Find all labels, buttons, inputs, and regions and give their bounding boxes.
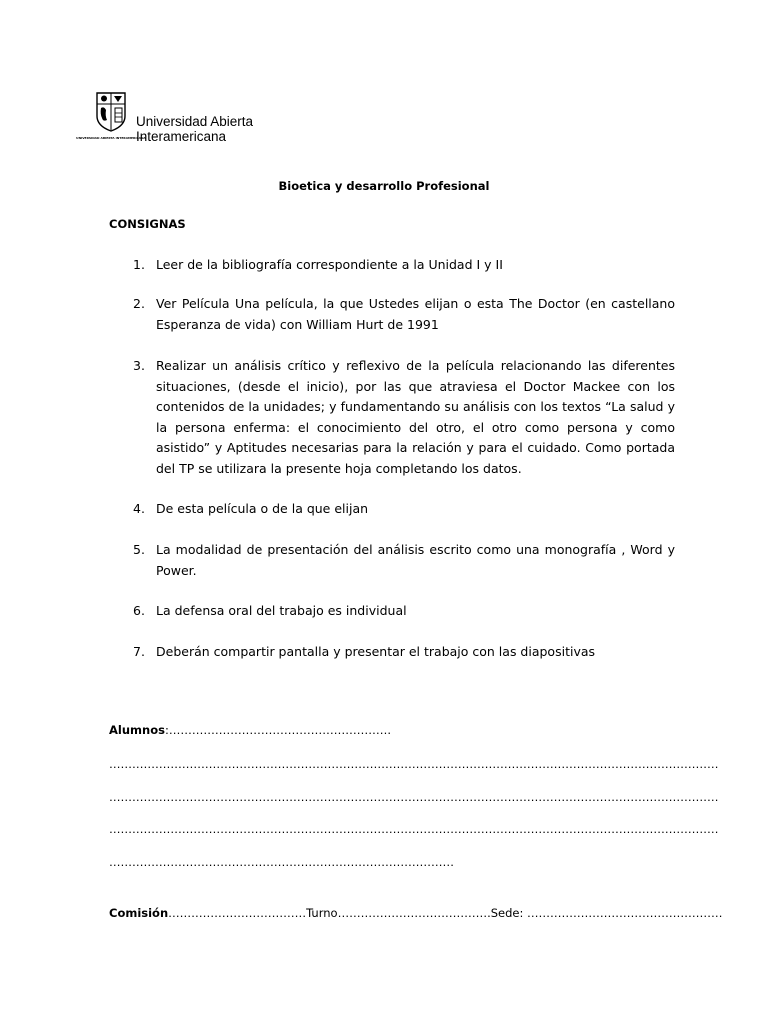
item-text: La modalidad de presentación del análisis escrito como una monografía , Word y Power. <box>156 542 675 578</box>
item-text: La defensa oral del trabajo es individual <box>156 603 407 618</box>
alumnos-field <box>109 723 675 737</box>
item-number: 6. <box>133 603 145 618</box>
sede-label: Sede: <box>490 906 527 920</box>
item-text: Deberán compartir pantalla y presentar el trabajo con las diapositivas <box>156 644 596 659</box>
item-number: 3. <box>133 358 145 373</box>
alumnos-line-short: ……………………………………………………………………………… <box>109 855 454 869</box>
alumnos-dots: :…………………………………………………. <box>164 723 391 737</box>
university-logo <box>76 92 340 148</box>
sede-dots: …………………………………………… <box>527 906 723 920</box>
institution-name: Universidad Abierta Interamericana <box>136 114 254 144</box>
item-text: De esta película o de la que elijan <box>156 501 369 516</box>
item-text: Leer de la bibliografía correspondiente a la Unidad I y II <box>156 257 503 272</box>
alumnos-line: …………………………………………………………………………………………………………………………………………… <box>109 790 719 804</box>
comision-label: Comisión <box>109 906 169 920</box>
item-number: 5. <box>133 542 145 557</box>
item-text: Realizar un análisis crítico y reflexivo de la película relacionando las diferentes situaciones, (desde el inicio), por las que atraviesa el Doctor Mackee con los contenidos de la unidades; y fundamentando su análisis con los textos “La salud y la persona enferma: el conocimiento del otro, el otro como persona y como asistido” y Aptitudes necesarias para la relación y para el cuidado. Como portada del TP se utilizara la presente hoja completando los datos. <box>156 358 675 476</box>
comision-dots: ……………………………… <box>168 906 307 920</box>
item-number: 2. <box>133 296 145 311</box>
section-heading: CONSIGNAS <box>109 217 186 231</box>
comision-row <box>109 906 723 920</box>
logo-caption-text: UNIVERSIDAD ABIERTA INTERAMERICANA <box>76 136 146 140</box>
university-crest-icon <box>76 92 146 144</box>
item-number: 4. <box>133 501 145 516</box>
alumnos-label: Alumnos <box>109 723 165 737</box>
turno-dots: …………………………………. <box>337 906 491 920</box>
alumnos-line: …………………………………………………………………………………………………………………………………………… <box>109 757 719 771</box>
item-number: 1. <box>133 257 145 272</box>
item-text: Ver Película Una película, la que Ustedes elijan o esta The Doctor (en castellano Esperanza de vida) con William Hurt de 1991 <box>156 296 675 332</box>
turno-label: Turno <box>306 906 338 920</box>
document-title: Bioetica y desarrollo Profesional <box>278 179 490 193</box>
alumnos-line: …………………………………………………………………………………………………………………………………………… <box>109 822 719 836</box>
item-number: 7. <box>133 644 145 659</box>
